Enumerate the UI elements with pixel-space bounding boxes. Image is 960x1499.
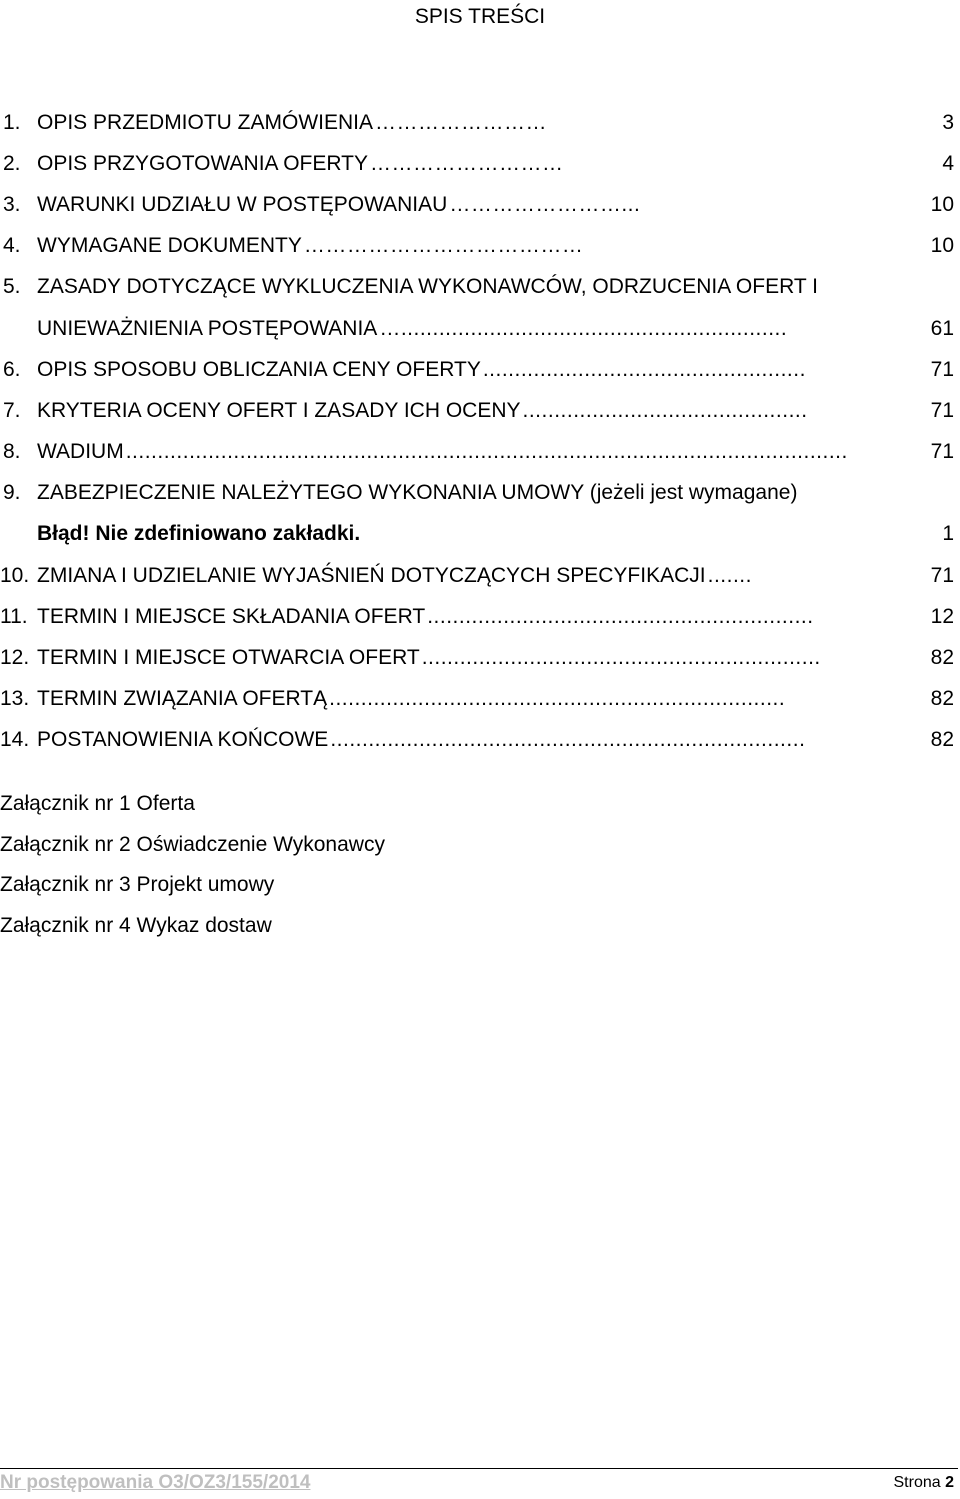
toc-entry-number: 4. xyxy=(3,234,21,258)
toc-entry-leader: ............................................. xyxy=(522,398,808,422)
toc-entry-title: TERMIN I MIEJSCE OTWARCIA OFERT xyxy=(37,646,420,670)
toc-entry-title: OPIS SPOSOBU OBLICZANIA CENY OFERTY xyxy=(37,357,481,381)
appendix-item: Załącznik nr 1 Oferta xyxy=(0,792,195,815)
appendix-item: Załącznik nr 2 Oświadczenie Wykonawcy xyxy=(0,832,385,856)
toc-entry-number: 2. xyxy=(3,151,21,175)
footer-page-label: Strona xyxy=(893,1474,941,1491)
toc-entry-number: 12. xyxy=(0,646,30,670)
toc-entry-leader: .................................................................................................................. xyxy=(125,440,848,464)
toc-entry-leader: ........................................................................ xyxy=(329,687,786,711)
toc-entry-number: 7. xyxy=(3,398,21,422)
toc-entry[interactable] xyxy=(0,555,960,596)
toc-entry[interactable] xyxy=(0,514,960,555)
toc-entry-leader: …............................................................. xyxy=(379,316,788,340)
toc-entry-page: 3 xyxy=(942,110,954,134)
toc-entry[interactable] xyxy=(0,432,960,473)
toc-entry-leader: ……………………... xyxy=(449,192,641,216)
toc-entry-page: 71 xyxy=(930,357,954,381)
toc-entry-number: 6. xyxy=(3,357,21,381)
toc-entry-page: 71 xyxy=(930,398,954,422)
toc-entry-title: UNIEWAŻNIENIA POSTĘPOWANIA xyxy=(37,316,378,340)
toc-entry[interactable] xyxy=(0,267,960,308)
toc-entry[interactable] xyxy=(0,596,960,637)
footer-reference-number: Nr postępowania O3/OZ3/155/2014 xyxy=(0,1472,311,1493)
toc-entry-title: TERMIN ZWIĄZANIA OFERTĄ xyxy=(37,687,328,711)
toc-entry-leader: ....... xyxy=(707,563,752,587)
toc-entry-leader: …………………… xyxy=(375,110,548,134)
toc-entry-title: WADIUM xyxy=(37,440,124,464)
toc-entry-leader: ………………………………… xyxy=(303,234,584,258)
toc-entry-leader: ……………………… xyxy=(370,151,564,175)
footer-page-indicator xyxy=(894,1474,955,1492)
toc-entry-title: POSTANOWIENIA KOŃCOWE xyxy=(37,728,329,752)
appendix-item: Załącznik nr 3 Projekt umowy xyxy=(0,873,275,896)
appendix-item: Załącznik nr 4 Wykaz dostaw xyxy=(0,913,272,937)
toc-entry-title: KRYTERIA OCENY OFERT I ZASADY ICH OCENY xyxy=(37,398,521,422)
toc-entry-number: 9. xyxy=(3,481,21,505)
toc-entry-page: 10 xyxy=(930,192,954,216)
footer-page-number: 2 xyxy=(945,1474,954,1491)
toc-entry[interactable] xyxy=(0,679,960,720)
toc-entry[interactable] xyxy=(0,184,960,225)
toc-entry[interactable] xyxy=(0,143,960,184)
toc-entry[interactable] xyxy=(0,308,960,349)
toc-entry[interactable] xyxy=(0,349,960,390)
toc-entry[interactable] xyxy=(0,390,960,431)
toc-entry-title: ZABEZPIECZENIE NALEŻYTEGO WYKONANIA UMOWY (jeżeli jest wymagane) xyxy=(37,481,798,505)
toc-entry[interactable] xyxy=(0,226,960,267)
toc-entry-title: ZASADY DOTYCZĄCE WYKLUCZENIA WYKONAWCÓW, ODRZUCENIA OFERT I xyxy=(37,275,818,299)
toc-entry-number: 11. xyxy=(0,604,28,628)
toc-entry[interactable] xyxy=(0,473,960,514)
toc-entry-title: WYMAGANE DOKUMENTY xyxy=(37,234,302,258)
table-of-contents xyxy=(0,102,960,761)
toc-entry-title: OPIS PRZEDMIOTU ZAMÓWIENIA xyxy=(37,110,374,134)
footer-divider xyxy=(0,1468,958,1469)
toc-entry-page: 82 xyxy=(930,646,954,670)
toc-entry-title: TERMIN I MIEJSCE SKŁADANIA OFERT xyxy=(37,604,426,628)
toc-entry[interactable] xyxy=(0,637,960,678)
toc-entry-leader: ................................................... xyxy=(482,357,806,381)
toc-entry-page: 12 xyxy=(930,604,954,628)
toc-entry-page: 10 xyxy=(930,234,954,258)
toc-entry-page: 61 xyxy=(930,316,954,340)
toc-entry-number: 1. xyxy=(3,110,21,134)
toc-entry-page: 71 xyxy=(930,563,954,587)
toc-entry-page: 1 xyxy=(942,522,954,546)
toc-entry-number: 10. xyxy=(0,563,30,587)
toc-entry[interactable] xyxy=(0,102,960,143)
toc-entry-leader: ............................................................. xyxy=(427,604,814,628)
document-title: SPIS TREŚCI xyxy=(414,5,546,28)
toc-entry-leader: ............................................................... xyxy=(421,646,821,670)
toc-entry-title: WARUNKI UDZIAŁU W POSTĘPOWANIAU xyxy=(37,192,448,216)
toc-entry-page: 4 xyxy=(942,151,954,175)
toc-entry-page: 82 xyxy=(930,728,954,752)
toc-entry-number: 13. xyxy=(0,687,30,711)
appendix-list xyxy=(0,784,385,946)
toc-entry-title: OPIS PRZYGOTOWANIA OFERTY xyxy=(37,151,368,175)
toc-entry-title: Błąd! Nie zdefiniowano zakładki. xyxy=(37,522,361,546)
toc-entry-number: 8. xyxy=(3,440,21,464)
toc-entry-page: 82 xyxy=(930,687,954,711)
toc-entry-leader: ........................................................................... xyxy=(330,728,806,752)
toc-entry-number: 14. xyxy=(0,728,30,752)
toc-entry-page: 71 xyxy=(930,440,954,464)
toc-entry-number: 5. xyxy=(3,275,21,299)
toc-entry[interactable] xyxy=(0,720,960,761)
toc-entry-title: ZMIANA I UDZIELANIE WYJAŚNIEŃ DOTYCZĄCYCH SPECYFIKACJI xyxy=(37,563,706,587)
toc-entry-number: 3. xyxy=(3,192,21,216)
